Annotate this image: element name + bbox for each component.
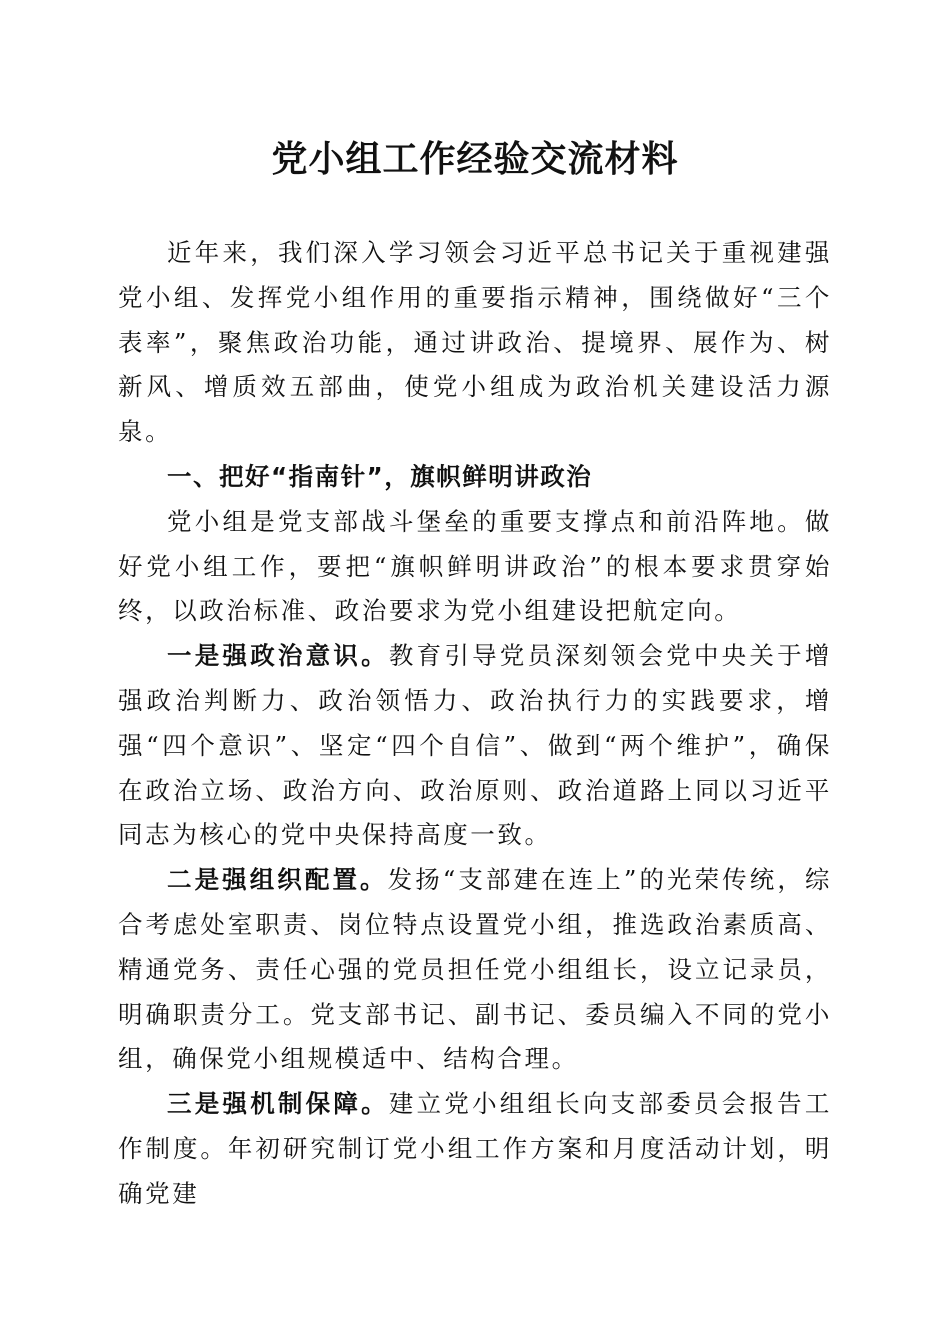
item-1-text: 教育引导党员深刻领会党中央关于增强政治判断力、政治领悟力、政治执行力的实践要求，增强“四个意识”、坚定“四个自信”、做到“两个维护”，确保在政治立场、政治方向、政治原则、政治道路上同以习近平同志为核心的党中央保持高度一致。 [118, 641, 832, 850]
item-2-lead: 二是强组织配置。 [167, 865, 388, 895]
item-2-text: 发扬“支部建在连上”的光荣传统，综合考虑处室职责、岗位特点设置党小组，推选政治素质高、精通党务、责任心强的党员担任党小组组长，设立记录员，明确职责分工。党支部书记、副书记、委员编入不同的党小组，确保党小组规模适中、结构合理。 [118, 865, 832, 1074]
item-2-paragraph [118, 858, 832, 1082]
item-1-paragraph [118, 634, 832, 858]
item-3-paragraph [118, 1082, 832, 1216]
section-1-paragraph: 党小组是党支部战斗堡垒的重要支撑点和前沿阵地。做好党小组工作，要把“旗帜鲜明讲政治”的根本要求贯穿始终，以政治标准、政治要求为党小组建设把航定向。 [118, 506, 832, 626]
intro-paragraph: 近年来，我们深入学习领会习近平总书记关于重视建强党小组、发挥党小组作用的重要指示精神，围绕做好“三个表率”，聚焦政治功能，通过讲政治、提境界、展作为、树新风、增质效五部曲，使党小组成为政治机关建设活力源泉。 [118, 238, 832, 447]
item-3-lead: 三是强机制保障。 [167, 1089, 389, 1119]
document-body [118, 231, 832, 1217]
document-title: 党小组工作经验交流材料 [271, 138, 679, 180]
item-3-text: 建立党小组组长向支部委员会报告工作制度。年初研究制订党小组工作方案和月度活动计划，明确党建 [118, 1089, 832, 1208]
section-heading-1: 一、把好“指南针”，旗帜鲜明讲政治 [167, 461, 593, 491]
item-1-lead: 一是强政治意识。 [167, 641, 389, 671]
